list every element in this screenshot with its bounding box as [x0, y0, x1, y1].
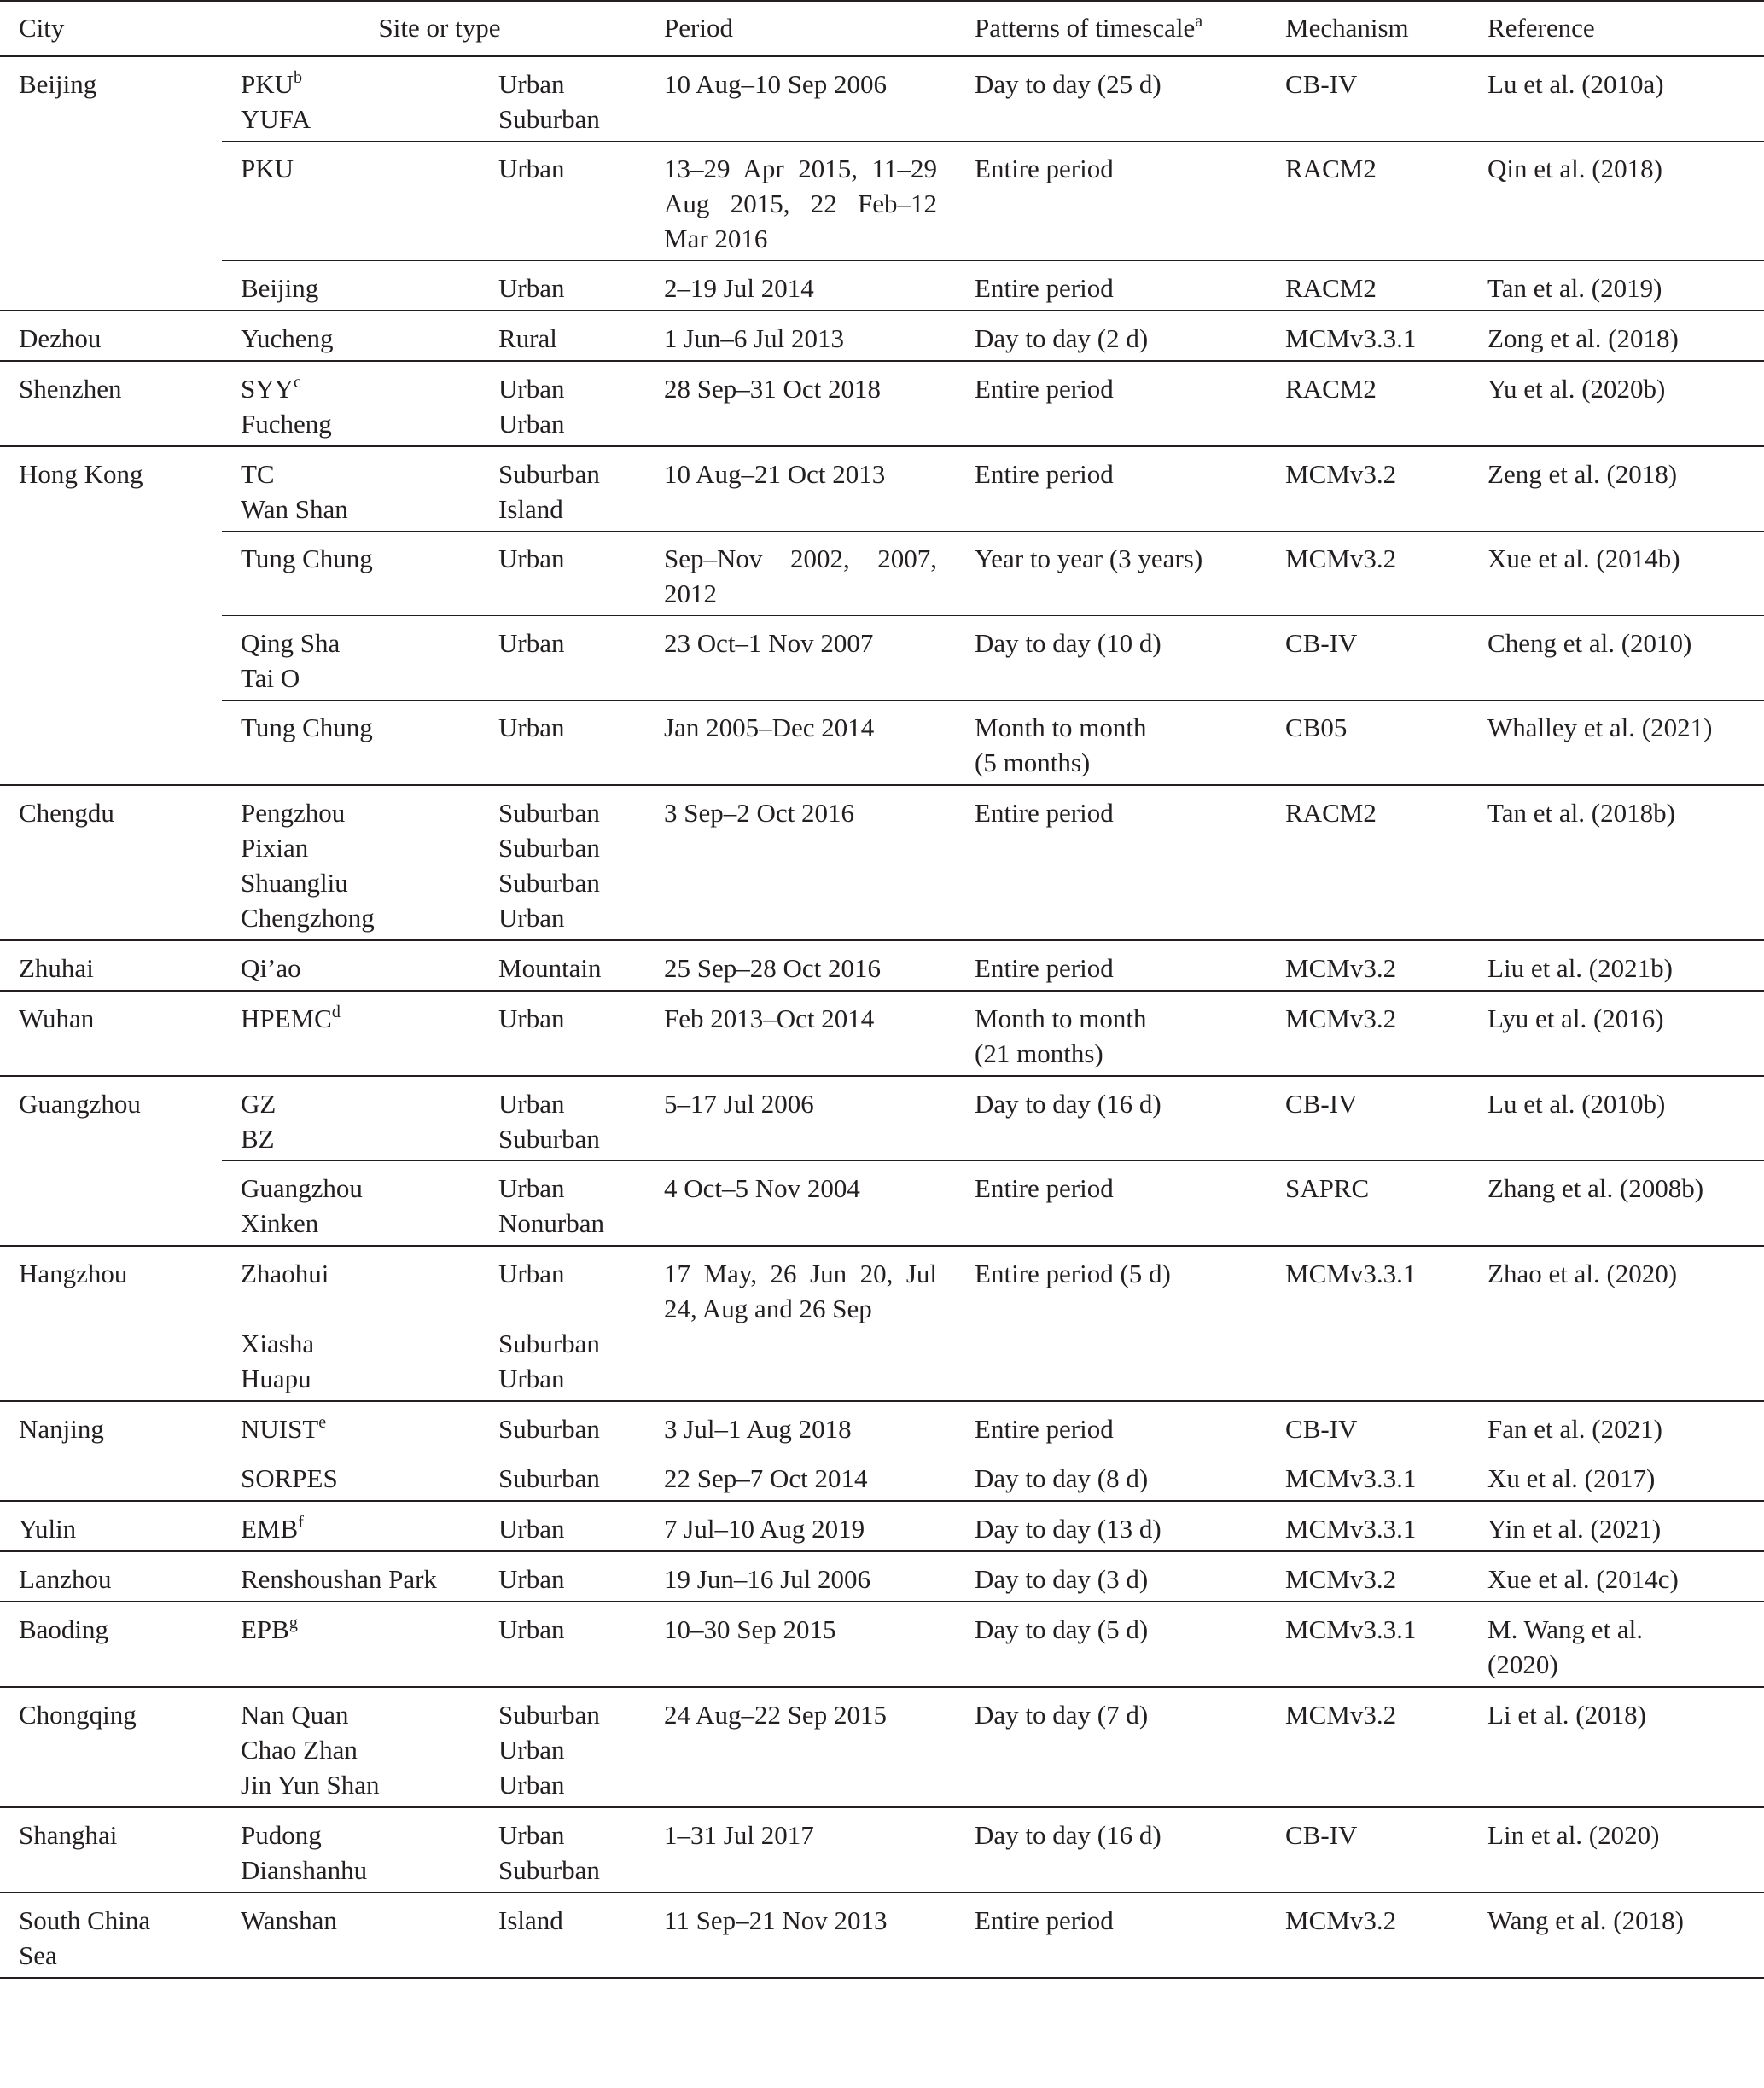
site-name: Zhaohui — [241, 1259, 329, 1288]
cell-site-type: Urban — [480, 532, 645, 616]
table-body — [0, 56, 1764, 1978]
site-line — [241, 491, 473, 526]
cell-reference: Zeng et al. (2018) — [1469, 446, 1764, 532]
table-row — [0, 261, 1764, 311]
table-row — [0, 1501, 1764, 1551]
cell-site — [222, 1401, 480, 1451]
cell-site-type: Rural — [480, 311, 645, 361]
site-line — [241, 457, 473, 491]
cell-reference: Qin et al. (2018) — [1469, 142, 1764, 261]
cell-site-type: Suburban Urban Urban — [480, 1687, 645, 1807]
cell-site — [222, 940, 480, 991]
site-line — [241, 1171, 473, 1206]
cell-period: 25 Sep–28 Oct 2016 — [645, 940, 956, 991]
table-row — [0, 1551, 1764, 1602]
site-line — [241, 102, 473, 137]
site-name: PKU — [241, 69, 294, 99]
cell-mechanism: MCMv3.2 — [1266, 532, 1469, 616]
site-line — [241, 406, 473, 441]
cell-pattern: Entire period — [956, 446, 1266, 532]
cell-period: Feb 2013–Oct 2014 — [645, 991, 956, 1076]
site-name: Wan Shan — [241, 494, 348, 524]
cell-site — [222, 1501, 480, 1551]
cell-site — [222, 1602, 480, 1687]
cell-period: 10 Aug–21 Oct 2013 — [645, 446, 956, 532]
cell-site-type: Urban Nonurban — [480, 1161, 645, 1247]
site-footnote-marker: e — [318, 1413, 327, 1432]
cell-pattern: Day to day (16 d) — [956, 1807, 1266, 1893]
site-line — [241, 1256, 473, 1291]
cell-period: 10 Aug–10 Sep 2006 — [645, 56, 956, 142]
cell-reference: Xu et al. (2017) — [1469, 1451, 1764, 1502]
cell-mechanism: MCMv3.2 — [1266, 940, 1469, 991]
cell-mechanism: MCMv3.2 — [1266, 991, 1469, 1076]
cell-site — [222, 1246, 480, 1401]
site-line — [241, 1732, 473, 1767]
table-row — [0, 1076, 1764, 1161]
cell-pattern: Day to day (13 d) — [956, 1501, 1266, 1551]
header-pattern — [956, 1, 1266, 56]
site-name: Renshoushan Park — [241, 1564, 437, 1594]
site-name: Huapu — [241, 1364, 311, 1393]
site-name: EPB — [241, 1614, 289, 1644]
cell-city: Wuhan — [0, 991, 222, 1076]
cell-city: Baoding — [0, 1602, 222, 1687]
cell-city: Yulin — [0, 1501, 222, 1551]
table-row — [0, 1687, 1764, 1807]
header-site-or-type: Site or type — [222, 1, 645, 56]
cell-city: South China Sea — [0, 1893, 222, 1978]
cell-site-type: Island — [480, 1893, 645, 1978]
cell-mechanism: CB-IV — [1266, 1807, 1469, 1893]
cell-pattern: Entire period — [956, 785, 1266, 940]
cell-period: 10–30 Sep 2015 — [645, 1602, 956, 1687]
cell-site-type: Urban Suburban Urban — [480, 1246, 645, 1401]
site-name: Shuangliu — [241, 868, 348, 898]
cell-period: 5–17 Jul 2006 — [645, 1076, 956, 1161]
site-line — [241, 541, 473, 576]
cell-city: Lanzhou — [0, 1551, 222, 1602]
site-line — [241, 1121, 473, 1156]
cell-mechanism: MCMv3.3.1 — [1266, 1501, 1469, 1551]
cell-reference: Zong et al. (2018) — [1469, 311, 1764, 361]
cell-pattern: Entire period — [956, 361, 1266, 446]
cell-mechanism: MCMv3.2 — [1266, 1893, 1469, 1978]
site-line — [241, 951, 473, 986]
table-row — [0, 1602, 1764, 1687]
cell-pattern: Day to day (5 d) — [956, 1602, 1266, 1687]
header-pattern-text: Patterns of timescale — [975, 13, 1196, 43]
cell-mechanism: MCMv3.3.1 — [1266, 1451, 1469, 1502]
site-line — [241, 900, 473, 935]
cell-site-type: Urban Suburban — [480, 1807, 645, 1893]
cell-mechanism: MCMv3.3.1 — [1266, 1246, 1469, 1401]
cell-pattern: Day to day (8 d) — [956, 1451, 1266, 1502]
site-name: Wanshan — [241, 1905, 337, 1935]
table-row — [0, 940, 1764, 991]
cell-reference: Wang et al. (2018) — [1469, 1893, 1764, 1978]
cell-mechanism: SAPRC — [1266, 1161, 1469, 1247]
cell-site-type: Suburban — [480, 1401, 645, 1451]
header-reference: Reference — [1469, 1, 1764, 56]
cell-site-type: Suburban Suburban Suburban Urban — [480, 785, 645, 940]
cell-period: 24 Aug–22 Sep 2015 — [645, 1687, 956, 1807]
cell-pattern: Day to day (25 d) — [956, 56, 1266, 142]
site-line — [241, 151, 473, 186]
table-row — [0, 616, 1764, 701]
cell-site — [222, 1451, 480, 1502]
table-row — [0, 1246, 1764, 1401]
cell-reference: Tan et al. (2018b) — [1469, 785, 1764, 940]
cell-pattern: Day to day (7 d) — [956, 1687, 1266, 1807]
site-name: TC — [241, 459, 275, 489]
cell-site — [222, 1076, 480, 1161]
cell-reference: Whalley et al. (2021) — [1469, 701, 1764, 786]
cell-site — [222, 1807, 480, 1893]
cell-mechanism: MCMv3.2 — [1266, 1551, 1469, 1602]
site-line — [241, 1206, 473, 1241]
cell-city: Hangzhou — [0, 1246, 222, 1401]
site-line — [241, 1562, 473, 1597]
site-line — [241, 1361, 473, 1396]
cell-mechanism: CB-IV — [1266, 616, 1469, 701]
cell-reference: Liu et al. (2021b) — [1469, 940, 1764, 991]
cell-mechanism: CB-IV — [1266, 1401, 1469, 1451]
table-row — [0, 1161, 1764, 1247]
cell-site — [222, 532, 480, 616]
table-row — [0, 1893, 1764, 1978]
site-line — [241, 865, 473, 900]
site-name: Chao Zhan — [241, 1735, 358, 1765]
site-line — [241, 660, 473, 695]
cell-pattern: Day to day (16 d) — [956, 1076, 1266, 1161]
cell-site-type: Urban Suburban — [480, 1076, 645, 1161]
cell-site-type: Urban Suburban — [480, 56, 645, 142]
cell-city: Beijing — [0, 56, 222, 311]
header-city: City — [0, 1, 222, 56]
cell-reference: Cheng et al. (2010) — [1469, 616, 1764, 701]
header-period: Period — [645, 1, 956, 56]
cell-site — [222, 142, 480, 261]
cell-site — [222, 701, 480, 786]
cell-site — [222, 1893, 480, 1978]
cell-site — [222, 311, 480, 361]
cell-site — [222, 446, 480, 532]
site-name: Jin Yun Shan — [241, 1770, 380, 1800]
cell-period: 28 Sep–31 Oct 2018 — [645, 361, 956, 446]
cell-reference: Fan et al. (2021) — [1469, 1401, 1764, 1451]
cell-period: 11 Sep–21 Nov 2013 — [645, 1893, 956, 1978]
site-name: Tung Chung — [241, 712, 373, 742]
site-line — [241, 710, 473, 745]
cell-mechanism: MCMv3.2 — [1266, 446, 1469, 532]
site-name: Fucheng — [241, 409, 332, 439]
site-line — [241, 1818, 473, 1852]
cell-pattern: Entire period — [956, 142, 1266, 261]
table-row — [0, 991, 1764, 1076]
cell-site-type: Mountain — [480, 940, 645, 991]
cell-pattern: Entire period — [956, 1161, 1266, 1247]
cell-mechanism: RACM2 — [1266, 261, 1469, 311]
cell-mechanism: CB-IV — [1266, 1076, 1469, 1161]
cell-site-type: Urban — [480, 1602, 645, 1687]
cell-site — [222, 991, 480, 1076]
cell-pattern: Entire period (5 d) — [956, 1246, 1266, 1401]
site-line — [241, 1511, 473, 1546]
cell-pattern: Day to day (2 d) — [956, 311, 1266, 361]
cell-reference: Li et al. (2018) — [1469, 1687, 1764, 1807]
cell-pattern: Day to day (10 d) — [956, 616, 1266, 701]
site-name: GZ — [241, 1089, 277, 1119]
cell-mechanism: RACM2 — [1266, 361, 1469, 446]
cell-site-type: Suburban — [480, 1451, 645, 1502]
site-name: Nan Quan — [241, 1700, 349, 1730]
header-pattern-footnote: a — [1195, 12, 1203, 31]
site-name: PKU — [241, 154, 294, 183]
cell-city: Zhuhai — [0, 940, 222, 991]
cell-period: 1 Jun–6 Jul 2013 — [645, 311, 956, 361]
cell-period: 13–29 Apr 2015, 11–29 Aug 2015, 22 Feb–12 Mar 2016 — [645, 142, 956, 261]
cell-pattern: Day to day (3 d) — [956, 1551, 1266, 1602]
cell-reference: Xue et al. (2014c) — [1469, 1551, 1764, 1602]
table-row — [0, 785, 1764, 940]
site-name: Beijing — [241, 273, 319, 303]
cell-site-type: Suburban Island — [480, 446, 645, 532]
table-row — [0, 1451, 1764, 1502]
site-line — [241, 1086, 473, 1121]
cell-reference: Yin et al. (2021) — [1469, 1501, 1764, 1551]
cell-reference: M. Wang et al. (2020) — [1469, 1602, 1764, 1687]
cell-reference: Xue et al. (2014b) — [1469, 532, 1764, 616]
site-name: Pudong — [241, 1820, 322, 1850]
cell-mechanism: CB-IV — [1266, 56, 1469, 142]
table-row — [0, 532, 1764, 616]
cell-period: 3 Sep–2 Oct 2016 — [645, 785, 956, 940]
cell-site-type: Urban Urban — [480, 361, 645, 446]
site-line — [241, 67, 473, 102]
cell-site — [222, 1551, 480, 1602]
site-name: EMB — [241, 1514, 299, 1544]
cell-site — [222, 616, 480, 701]
cell-site — [222, 361, 480, 446]
header-mechanism: Mechanism — [1266, 1, 1469, 56]
site-line — [241, 1001, 473, 1036]
cell-pattern: Entire period — [956, 940, 1266, 991]
cell-reference: Lu et al. (2010a) — [1469, 56, 1764, 142]
site-line — [241, 1767, 473, 1802]
cell-site — [222, 261, 480, 311]
site-footnote-marker: g — [288, 1614, 298, 1632]
site-name: Pixian — [241, 833, 309, 863]
cell-pattern: Entire period — [956, 1893, 1266, 1978]
cell-city: Guangzhou — [0, 1076, 222, 1246]
site-line — [241, 1852, 473, 1887]
cell-city: Shenzhen — [0, 361, 222, 446]
site-line — [241, 1326, 473, 1361]
site-footnote-marker: b — [294, 68, 303, 87]
site-line — [241, 270, 473, 305]
site-line — [241, 1612, 473, 1647]
site-footnote-marker: f — [298, 1513, 304, 1532]
cell-site-type: Urban — [480, 991, 645, 1076]
cell-site-type: Urban — [480, 261, 645, 311]
cell-site-type: Urban — [480, 701, 645, 786]
cell-city: Chengdu — [0, 785, 222, 940]
cell-mechanism: MCMv3.3.1 — [1266, 1602, 1469, 1687]
cell-pattern: Entire period — [956, 1401, 1266, 1451]
table-row — [0, 446, 1764, 532]
cell-city: Hong Kong — [0, 446, 222, 785]
cell-period: 3 Jul–1 Aug 2018 — [645, 1401, 956, 1451]
table-row — [0, 361, 1764, 446]
cell-mechanism: MCMv3.2 — [1266, 1687, 1469, 1807]
site-name: Yucheng — [241, 323, 334, 353]
cell-site — [222, 1687, 480, 1807]
site-name: Xiasha — [241, 1329, 315, 1358]
cell-period: 17 May, 26 Jun 20, Jul 24, Aug and 26 Sep — [645, 1246, 956, 1401]
cell-reference: Zhao et al. (2020) — [1469, 1246, 1764, 1401]
table-row — [0, 56, 1764, 142]
cell-period: Jan 2005–Dec 2014 — [645, 701, 956, 786]
cell-pattern: Month to month (21 months) — [956, 991, 1266, 1076]
cell-site-type: Urban — [480, 616, 645, 701]
cell-reference: Yu et al. (2020b) — [1469, 361, 1764, 446]
cell-period: 1–31 Jul 2017 — [645, 1807, 956, 1893]
site-name: HPEMC — [241, 1003, 332, 1033]
site-name: Dianshanhu — [241, 1855, 368, 1885]
site-name: SYY — [241, 374, 294, 404]
site-name: Xinken — [241, 1208, 319, 1238]
cell-city: Dezhou — [0, 311, 222, 361]
cell-period: 2–19 Jul 2014 — [645, 261, 956, 311]
cell-reference: Lin et al. (2020) — [1469, 1807, 1764, 1893]
table-row — [0, 1401, 1764, 1451]
site-name: Tai O — [241, 663, 300, 693]
site-line — [241, 1461, 473, 1496]
cell-city: Nanjing — [0, 1401, 222, 1501]
cell-reference: Tan et al. (2019) — [1469, 261, 1764, 311]
site-name: Guangzhou — [241, 1173, 363, 1203]
cell-site — [222, 785, 480, 940]
site-line — [241, 625, 473, 660]
site-line — [241, 1903, 473, 1938]
site-name: YUFA — [241, 104, 311, 134]
site-line — [241, 795, 473, 830]
cell-period: 7 Jul–10 Aug 2019 — [645, 1501, 956, 1551]
site-name: Tung Chung — [241, 544, 373, 573]
table-row — [0, 311, 1764, 361]
cell-mechanism: RACM2 — [1266, 142, 1469, 261]
cell-site — [222, 1161, 480, 1247]
cell-mechanism: CB05 — [1266, 701, 1469, 786]
site-name: BZ — [241, 1124, 275, 1154]
cell-pattern: Entire period — [956, 261, 1266, 311]
cell-site — [222, 56, 480, 142]
table-row — [0, 1807, 1764, 1893]
site-name: Pengzhou — [241, 798, 346, 828]
cell-city: Shanghai — [0, 1807, 222, 1893]
cell-site-type: Urban — [480, 142, 645, 261]
cell-mechanism: MCMv3.3.1 — [1266, 311, 1469, 361]
cell-site-type: Urban — [480, 1501, 645, 1551]
cell-city: Chongqing — [0, 1687, 222, 1807]
cell-period: 4 Oct–5 Nov 2004 — [645, 1161, 956, 1247]
cell-site-type: Urban — [480, 1551, 645, 1602]
site-name: Qi’ao — [241, 953, 301, 983]
site-line — [241, 1411, 473, 1446]
site-name: Qing Sha — [241, 628, 341, 658]
site-line — [241, 830, 473, 865]
cell-period: Sep–Nov 2002, 2007, 2012 — [645, 532, 956, 616]
cell-period: 23 Oct–1 Nov 2007 — [645, 616, 956, 701]
cell-period: 22 Sep–7 Oct 2014 — [645, 1451, 956, 1502]
cell-period: 19 Jun–16 Jul 2006 — [645, 1551, 956, 1602]
cell-reference: Zhang et al. (2008b) — [1469, 1161, 1764, 1247]
table-row — [0, 701, 1764, 786]
site-footnote-marker: d — [331, 1003, 341, 1021]
site-name: NUIST — [241, 1414, 319, 1444]
cell-mechanism: RACM2 — [1266, 785, 1469, 940]
header-row — [0, 1, 1764, 56]
cell-reference: Lu et al. (2010b) — [1469, 1076, 1764, 1161]
site-line — [241, 321, 473, 356]
site-name: Chengzhong — [241, 903, 375, 933]
cell-pattern: Year to year (3 years) — [956, 532, 1266, 616]
cell-pattern: Month to month (5 months) — [956, 701, 1266, 786]
site-name: SORPES — [241, 1463, 338, 1493]
table-row — [0, 142, 1764, 261]
site-line — [241, 1291, 473, 1326]
site-line — [241, 371, 473, 406]
cell-reference: Lyu et al. (2016) — [1469, 991, 1764, 1076]
site-footnote-marker: c — [294, 373, 301, 392]
site-line — [241, 1697, 473, 1732]
